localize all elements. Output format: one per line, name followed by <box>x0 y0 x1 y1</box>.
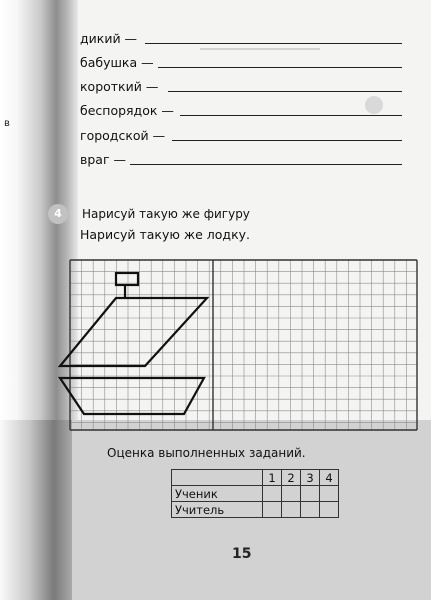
score-cell[interactable] <box>301 502 320 518</box>
evaluation-header-row <box>172 470 339 486</box>
column-header-3: 3 <box>301 470 320 486</box>
task-number-badge: 4 <box>48 204 68 224</box>
page-number: 15 <box>232 546 252 562</box>
boat-figure <box>60 273 207 414</box>
word-label: бабушка — <box>80 55 154 70</box>
score-cell[interactable] <box>320 486 339 502</box>
evaluation-row-student <box>172 486 339 502</box>
task-title: Нарисуй такую же фигуру <box>82 207 250 221</box>
row-label-student: Ученик <box>172 486 263 502</box>
column-header-2: 2 <box>282 470 301 486</box>
evaluation-title: Оценка выполненных заданий. <box>107 446 306 460</box>
word-label: враг — <box>80 152 127 167</box>
score-cell[interactable] <box>301 486 320 502</box>
score-cell[interactable] <box>263 502 282 518</box>
score-cell[interactable] <box>282 502 301 518</box>
score-cell[interactable] <box>320 502 339 518</box>
header-empty-cell <box>172 470 263 486</box>
score-cell[interactable] <box>263 486 282 502</box>
word-label: беспорядок — <box>80 103 174 118</box>
evaluation-row-teacher <box>172 502 339 518</box>
column-header-4: 4 <box>320 470 339 486</box>
score-cell[interactable] <box>282 486 301 502</box>
evaluation-table <box>171 469 339 518</box>
word-label: короткий — <box>80 79 159 94</box>
task-subtitle: Нарисуй такую же лодку. <box>80 227 250 242</box>
margin-letter: в <box>4 118 10 129</box>
column-header-1: 1 <box>263 470 282 486</box>
word-label: городской — <box>80 128 166 143</box>
boat-sail <box>60 298 207 366</box>
row-label-teacher: Учитель <box>172 502 263 518</box>
word-label: дикий — <box>80 31 138 46</box>
